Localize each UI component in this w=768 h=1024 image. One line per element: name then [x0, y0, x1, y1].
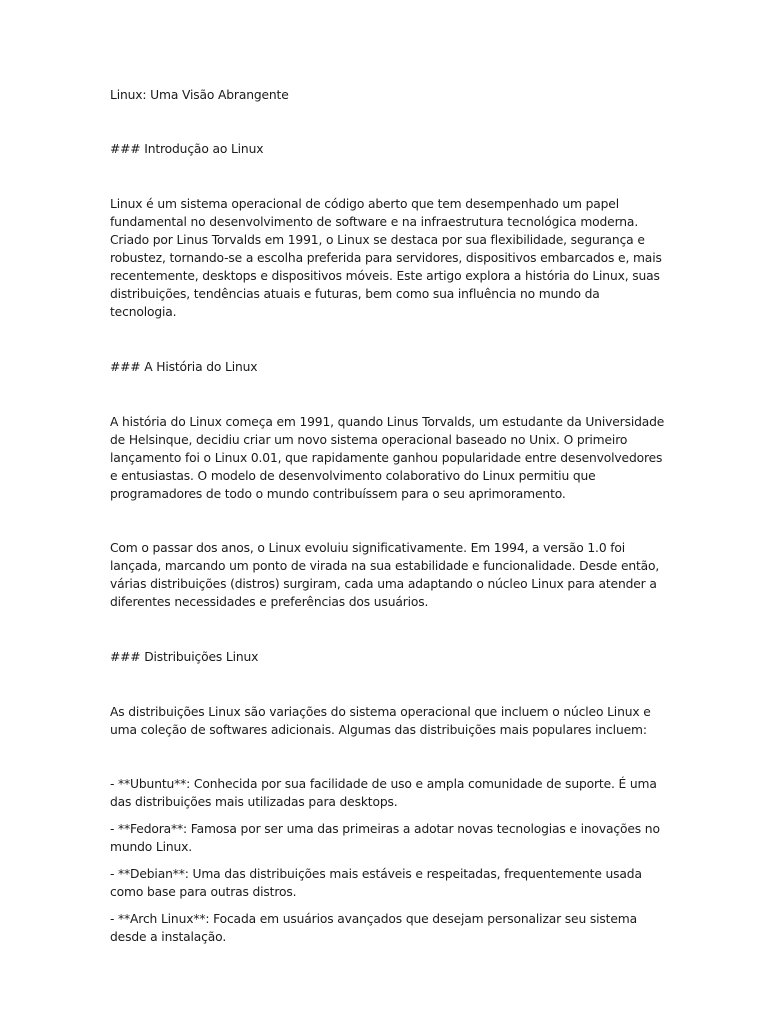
list-item-debian: - **Debian**: Uma das distribuições mais estáveis e respeitadas, frequentemente usada como base para outras distros.: [110, 867, 642, 899]
section-heading-intro: ### Introdução ao Linux: [110, 142, 264, 156]
distros-list: [110, 775, 666, 946]
section-heading-distros: ### Distribuições Linux: [110, 650, 259, 664]
list-item-ubuntu: - **Ubuntu**: Conhecida por sua facilidade de uso e ampla comunidade de suporte. É uma das distribuições mais utilizadas para desktops.: [110, 777, 657, 809]
list-item-arch-linux: - **Arch Linux**: Focada em usuários avançados que desejam personalizar seu sistema desde a instalação.: [110, 912, 637, 944]
intro-paragraph: Linux é um sistema operacional de código aberto que tem desempenhado um papel fundamental no desenvolvimento de software e na infraestrutura tecnológica moderna. Criado por Linus Torvalds em 1991, o Linux se destaca por sua flexibilidade, segurança e robustez, tornando-se a escolha preferida para servidores, dispositivos embarcados e, mais recentemente, desktops e dispositivos móveis. Este artigo explora a história do Linux, suas distribuições, tendências atuais e futuras, bem como sua influência no mundo da tecnologia.: [110, 197, 662, 319]
document-title: Linux: Uma Visão Abrangente: [110, 88, 289, 102]
history-paragraph-1: A história do Linux começa em 1991, quando Linus Torvalds, um estudante da Universidade de Helsinque, decidiu criar um novo sistema operacional baseado no Unix. O primeiro lançamento foi o Linux 0.01, que rapidamente ganhou popularidade entre desenvolvedores e entusiastas. O modelo de desenvolvimento colaborativo do Linux permitiu que programadores de todo o mundo contribuíssem para o seu aprimoramento.: [110, 415, 665, 501]
history-paragraph-2: Com o passar dos anos, o Linux evoluiu significativamente. Em 1994, a versão 1.0 foi lançada, marcando um ponto de virada na sua estabilidade e funcionalidade. Desde então, várias distribuições (distros) surgiram, cada uma adaptando o núcleo Linux para atender a diferentes necessidades e preferências dos usuários.: [110, 541, 660, 609]
list-item-fedora: - **Fedora**: Famosa por ser uma das primeiras a adotar novas tecnologias e inovações no mundo Linux.: [110, 822, 660, 854]
distros-paragraph: As distribuições Linux são variações do sistema operacional que incluem o núcleo Linux e uma coleção de softwares adicionais. Algumas das distribuições mais populares incluem:: [110, 705, 651, 737]
document-body: [110, 86, 666, 955]
section-heading-history: ### A História do Linux: [110, 360, 258, 374]
